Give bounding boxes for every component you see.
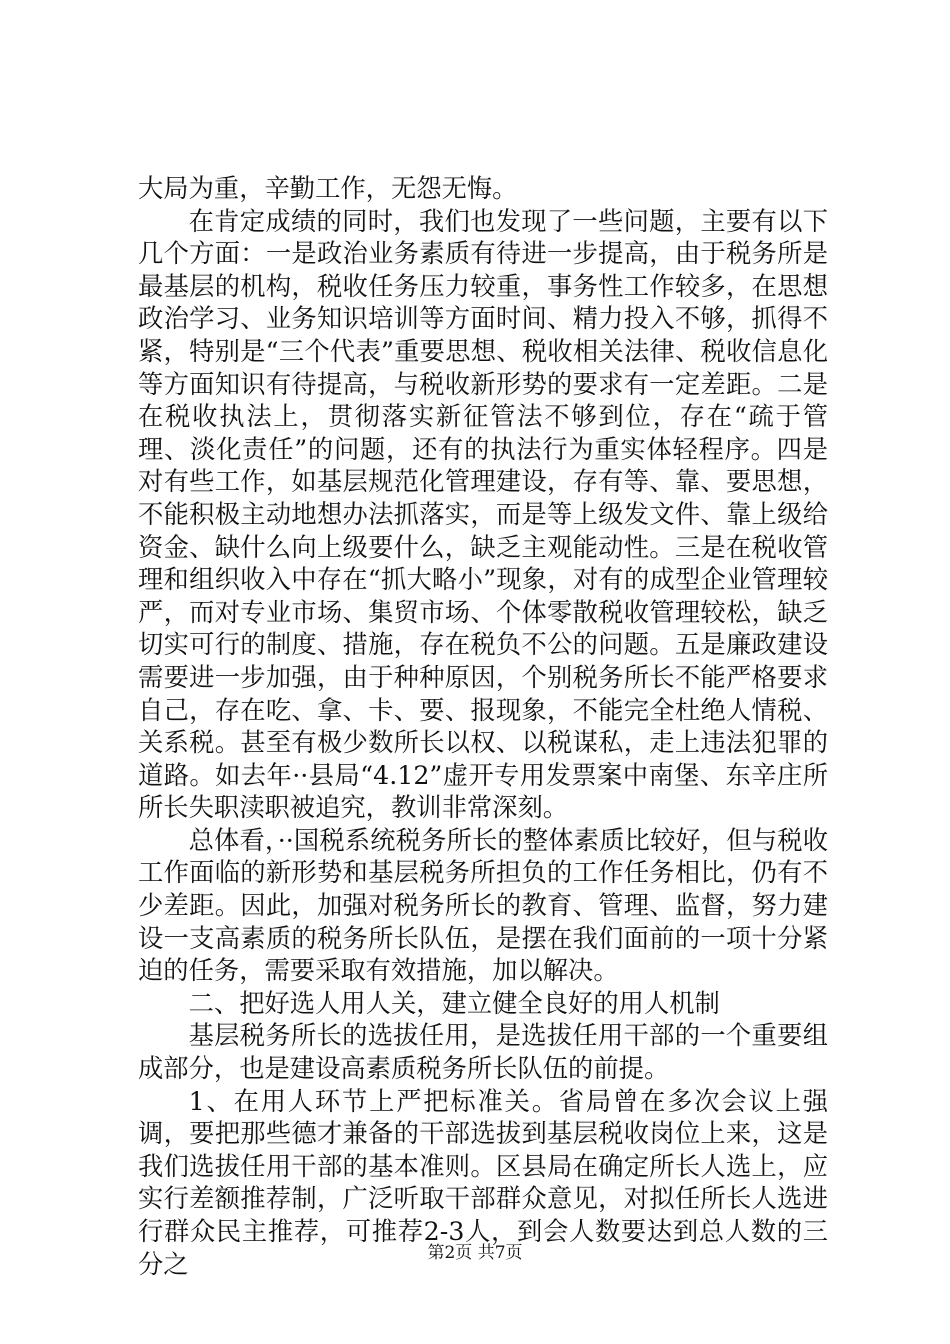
paragraph-problems: 在肯定成绩的同时，我们也发现了一些问题，主要有以下几个方面：一是政治业务素质有待进一步提高，由于税务所是最基层的机构，税收任务压力较重，事务性工作较多，在思想政治学习、业务知识培训等方面时间、精力投入不够，抓得不紧，特别是“三个代表”重要思想、税收相关法律、税收信息化等方面知识有待提高，与税收新形势的要求有一定差距。二是在税收执法上，贯彻落实新征管法不够到位，存在“疏于管理、淡化责任”的问题，还有的执法行为重实体轻程序。四是对有些工作，如基层规范化管理建设，存有等、靠、要思想，不能积极主动地想办法抓落实，而是等上级发文件、靠上级给资金、缺什么向上级要什么，缺乏主观能动性。三是在税收管理和组织收入中存在“抓大略小”现象，对有的成型企业管理较严，而对专业市场、集贸市场、个体零散税收管理较松，缺乏切实可行的制度、措施，存在税负不公的问题。五是廉政建设需要进一步加强，由于种种原因，个别税务所长不能严格要求自己，存在吃、拿、卡、要、报现象，不能完全杜绝人情税、关系税。甚至有极少数所长以权、以税谋私，走上违法犯罪的道路。如去年··县局“4.12”虚开专用发票案中南堡、东辛庄所所长失职渎职被追究，教训非常深刻。 (138, 206, 828, 823)
page-number-footer: 第2页 共7页 (427, 1243, 523, 1263)
document-body (138, 173, 828, 1281)
paragraph-overall: 总体看，··国税系统税务所长的整体素质比较好，但与税收工作面临的新形势和基层税务所担负的工作任务相比，仍有不少差距。因此，加强对税务所长的教育、管理、监督，努力建设一支高素质的税务所长队伍，是摆在我们面前的一项十分紧迫的任务，需要采取有效措施，加以解决。 (138, 825, 828, 986)
paragraph-standard: 1、在用人环节上严把标准关。省局曾在多次会议上强调，要把那些德才兼备的干部选拔到基层税收岗位上来，这是我们选拔任用干部的基本准则。区县局在确定所长人选上，应实行差额推荐制，广泛听取干部群众意见，对拟任所长人选进行群众民主推荐，可推荐2-3人，到会人数要达到总人数的三分之 (138, 1086, 828, 1279)
paragraph-selection: 基层税务所长的选拔任用，是选拔任用干部的一个重要组成部分，也是建设高素质税务所长队伍的前提。 (138, 1021, 828, 1084)
section-heading: 二、把好选人用人关，建立健全良好的用人机制 (188, 988, 720, 1018)
paragraph-continuation: 大局为重，辛勤工作，无怨无悔。 (138, 174, 518, 203)
